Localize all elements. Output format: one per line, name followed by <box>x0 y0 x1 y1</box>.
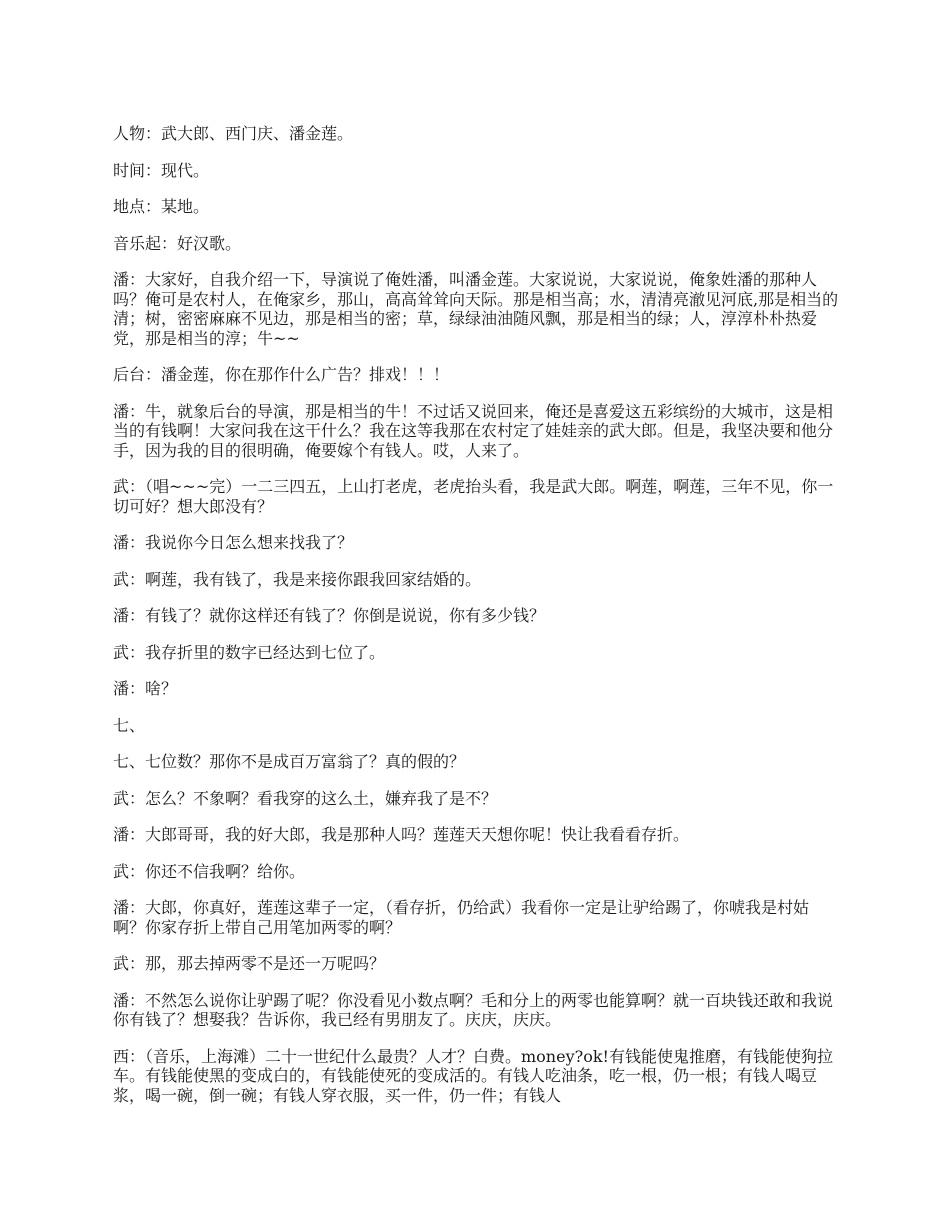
paragraph-dialogue: 潘：大郎哥哥，我的好大郎，我是那种人吗？莲莲天天想你呢！快让我看看存折。 <box>113 825 690 844</box>
paragraph-dialogue: 潘：牛，就象后台的导演，那是相当的牛！不过话又说回来，俺还是喜爱这五彩缤纷的大城市，这是相当的有钱啊！大家问我在这干什么？我在这等我那在农村定了娃娃亲的武大郎。但是，我坚决要和他分手，因为我的目的很明确，俺要嫁个有钱人。哎，人来了。 <box>113 401 834 460</box>
paragraph-music: 音乐起：好汉歌。 <box>113 233 242 253</box>
paragraph-dialogue: 武：啊莲，我有钱了，我是来接你跟我回家结婚的。 <box>113 569 482 589</box>
paragraph-dialogue: 七、七位数？那你不是成百万富翁了？真的假的？ <box>113 752 466 771</box>
paragraph-dialogue: 武：我存折里的数字已经达到七位了。 <box>113 642 386 662</box>
paragraph-dialogue: 后台：潘金莲，你在那作什么广告？排戏！！！ <box>113 365 450 384</box>
paragraph-dialogue: 西：（音乐，上海滩）二十一世纪什么最贵？人才？白费。money?ok!有钱能使鬼推磨，有钱能使狗拉车。有钱能使黑的变成白的，有钱能使死的变成活的。有钱人吃油条，吃一根，仍一根；有钱人喝豆浆，喝一碗，倒一碗；有钱人穿衣服，买一件，仍一件；有钱人 <box>113 1046 833 1105</box>
paragraph-dialogue: 武：你还不信我啊？给你。 <box>113 861 306 881</box>
paragraph-dialogue: 潘：大郎，你真好，莲莲这辈子一定，（看存折，仍给武）我看你一定是让驴给踢了，你唬我是村姑啊？你家存折上带自己用笔加两零的啊？ <box>113 898 810 937</box>
paragraph-dialogue: 潘：啥？ <box>113 679 178 698</box>
paragraph-cast: 人物：武大郎、西门庆、潘金莲。 <box>113 124 354 143</box>
paragraph-dialogue: 武：怎么？不象啊？看我穿的这么土，嫌弃我了是不？ <box>113 788 498 808</box>
paragraph-time: 时间：现代。 <box>113 160 210 180</box>
paragraph-dialogue: 七、 <box>113 715 146 735</box>
paragraph-dialogue: 武：那，那去掉两零不是还一万呢吗？ <box>113 954 386 973</box>
paragraph-dialogue: 武：（唱~~~完）一二三四五，上山打老虎，老虎抬头看，我是武大郎。啊莲，啊莲，三年不见，你一切可好？想大郎没有？ <box>113 477 834 516</box>
paragraph-place: 地点：某地。 <box>113 197 210 216</box>
paragraph-dialogue: 潘：我说你今日怎么想来找我了？ <box>113 533 354 552</box>
document-body <box>113 124 840 1122</box>
paragraph-dialogue: 潘：大家好，自我介绍一下，导演说了俺姓潘，叫潘金莲。大家说说，大家说说，俺象姓潘的那种人吗？俺可是农村人，在俺家乡，那山，高高耸耸向天际。那是相当高；水，清清亮澈见河底,那是相当的清；树，密密麻麻不见边，那是相当的密；草，绿绿油油随风飘，那是相当的绿；人，淳淳朴朴热爱党，那是相当的淳；牛~~ <box>113 270 839 348</box>
paragraph-dialogue: 潘：不然怎么说你让驴踢了呢？你没看见小数点啊？毛和分上的两零也能算啊？就一百块钱还敢和我说你有钱了？想娶我？告诉你，我已经有男朋友了。庆庆，庆庆。 <box>113 990 834 1029</box>
paragraph-dialogue: 潘：有钱了？就你这样还有钱了？你倒是说说，你有多少钱？ <box>113 606 546 625</box>
